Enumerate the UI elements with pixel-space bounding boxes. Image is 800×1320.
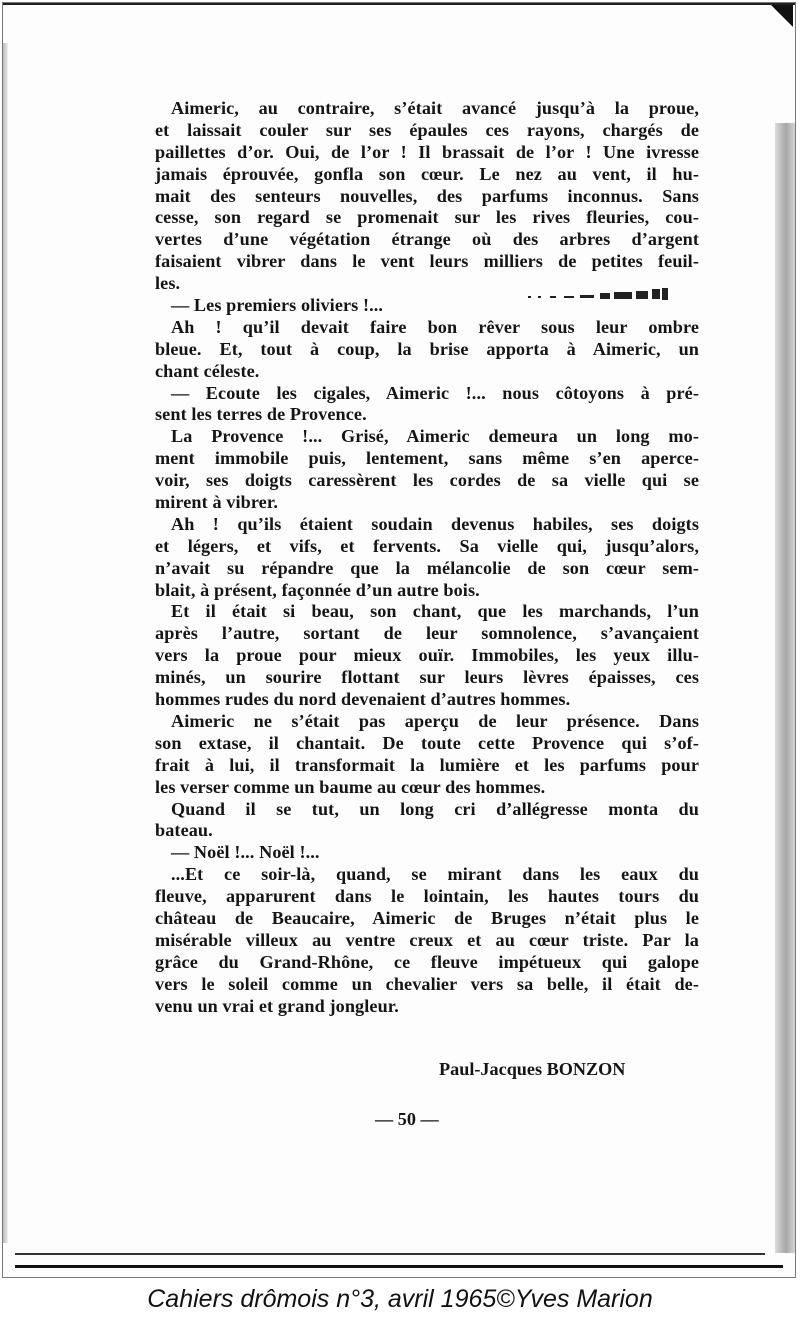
image-caption: Cahiers drômois n°3, avril 1965©Yves Marion (147, 1285, 653, 1313)
corner-fold-mark (771, 5, 793, 27)
bottom-border-line (15, 1253, 765, 1255)
text-line: — Noël !... Noël !... (171, 842, 320, 863)
story-text (155, 98, 699, 1017)
text-line: Aimeric, au contraire, s’était avancé jusqu’à la proue, (171, 98, 699, 118)
text-line: Ah ! qu’il devait faire bon rêver sous leur ombre (171, 316, 699, 337)
text-line: ment immobile puis, lentement, sans même s’en aperce- (155, 448, 699, 469)
text-line: les. (155, 273, 181, 294)
text-line: vers le soleil comme un chevalier vers sa belle, il était de- (155, 973, 699, 994)
text-line: Quand il se tut, un long cri d’allégresse monta du (171, 798, 699, 819)
text-line: sent les terres de Provence. (155, 404, 367, 425)
author-signature: Paul-Jacques BONZON (439, 1059, 626, 1079)
text-line: hommes rudes du nord devenaient d’autres hommes. (155, 689, 571, 710)
text-line: cesse, son regard se promenait sur les rives fleuries, cou- (155, 207, 699, 228)
right-scan-edge-shadow (775, 123, 795, 1253)
text-line: minés, un sourire flottant sur leurs lèvres épaisses, ces (155, 667, 699, 688)
text-line: château de Beaucaire, Aimeric de Bruges n’était plus le (155, 907, 699, 928)
text-line: — Ecoute les cigales, Aimeric !... nous côtoyons à pré- (171, 382, 699, 403)
text-line: vertes d’une végétation étrange où des arbres d’argent (155, 229, 699, 250)
left-scan-edge (3, 43, 8, 1243)
text-line: les verser comme un baume au cœur des hommes. (155, 776, 546, 797)
text-line: chant céleste. (155, 360, 260, 381)
text-line: mait des senteurs nouvelles, des parfums inconnus. Sans (155, 185, 699, 206)
text-line: grâce du Grand-Rhône, ce fleuve impétueux qui galope (155, 951, 699, 972)
text-line: Et il était si beau, son chant, que les marchands, l’un (171, 601, 699, 622)
text-line: frait à lui, il transformait la lumière et les parfums pour (155, 754, 699, 775)
text-line: venu un vrai et grand jongleur. (155, 995, 399, 1016)
text-line: son extase, il chantait. De toute cette Provence qui s’of- (155, 732, 699, 753)
text-line: n’avait su répandre que la mélancolie de son cœur sem- (155, 557, 699, 578)
text-line: voir, ses doigts caressèrent les cordes de sa vielle qui se (155, 470, 699, 491)
text-line: et laissait couler sur ses épaules ces rayons, chargés de (155, 119, 699, 140)
bottom-border-thick-line (15, 1265, 783, 1268)
text-line: La Provence !... Grisé, Aimeric demeura un long mo- (171, 426, 699, 447)
text-line: paillettes d’or. Oui, de l’or ! Il brassait de l’or ! Une ivresse (155, 141, 699, 162)
top-border-line (3, 3, 795, 5)
text-line: bleue. Et, tout à coup, la brise apporta à Aimeric, un (155, 338, 699, 359)
text-line: bateau. (155, 820, 213, 841)
scanned-page (2, 2, 796, 1278)
text-line: misérable villeux au ventre creux et au cœur triste. Par la (155, 929, 699, 950)
scan-artifact-mark (528, 287, 698, 301)
text-line: vers la proue pour mieux ouïr. Immobiles, les yeux illu- (155, 645, 699, 666)
text-line: faisaient vibrer dans le vent leurs milliers de petites feuil- (155, 251, 699, 272)
text-line: après l’autre, sortant de leur somnolence, s’avançaient (155, 623, 699, 644)
text-line: blait, à présent, façonnée d’un autre bois. (155, 579, 480, 600)
text-line: et légers, et vifs, et fervents. Sa vielle qui, jusqu’alors, (155, 535, 699, 556)
text-line: jamais éprouvée, gonfla son cœur. Le nez au vent, il hu- (155, 163, 699, 184)
text-line: mirent à vibrer. (155, 492, 279, 513)
text-line: fleuve, apparurent dans le lointain, les hautes tours du (155, 886, 699, 907)
text-line: Aimeric ne s’était pas aperçu de leur présence. Dans (171, 710, 699, 731)
text-line: ...Et ce soir-là, quand, se mirant dans les eaux du (171, 864, 699, 885)
text-line: — Les premiers oliviers !... (171, 295, 384, 316)
page-number: — 50 — (375, 1109, 439, 1129)
text-line: Ah ! qu’ils étaient soudain devenus habiles, ses doigts (171, 513, 699, 534)
